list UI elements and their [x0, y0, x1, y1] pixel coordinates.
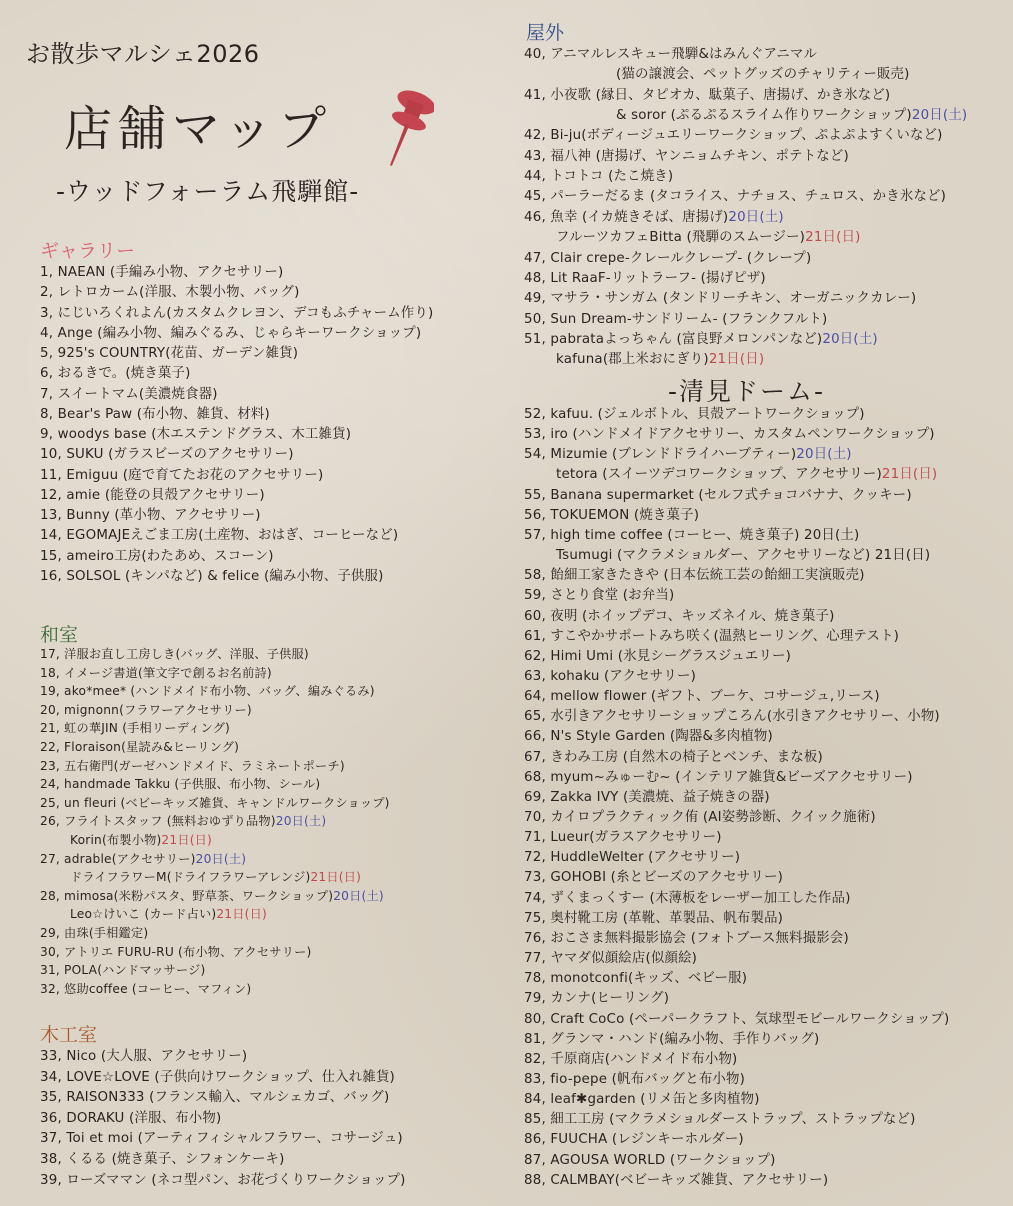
list-item: Korin(布製小物)21日(日) — [70, 833, 213, 847]
list-item: & soror (ぷるぷるスライム作りワークショップ)20日(土) — [616, 108, 968, 124]
date-saturday-badge: 20日(土) — [911, 108, 968, 124]
list-item: 63, kohaku (アクセサリー) — [524, 668, 696, 684]
list-item: 71, Lueur(ガラスアクセサリー) — [524, 830, 722, 846]
list-item: 12, amie (能登の貝殻アクセサリー) — [40, 487, 265, 503]
list-item: 81, グランマ・ハンド(編み小物、手作りバッグ) — [524, 1031, 820, 1047]
list-item: 62, Himi Umi (氷見シーグラスジュエリー) — [524, 648, 792, 664]
date-sunday-badge: 21日(日) — [708, 352, 765, 368]
list-item: 24, handmade Takku (子供服、布小物、シール) — [40, 777, 321, 792]
venue-name: -ウッドフォーラム飛騨館- — [56, 177, 360, 206]
list-item: フルーツカフェBitta (飛騨のスムージー)21日(日) — [556, 230, 861, 246]
list-item: 17, 洋服お直し工房しき(バッグ、洋服、子供服) — [40, 647, 309, 661]
list-item: 85, 細工工房 (マクラメショルダーストラップ、ストラップなど) — [524, 1112, 916, 1128]
list-item: 65, 水引きアクセサリーショップころん(水引きアクセサリー、小物) — [524, 709, 940, 725]
section-kiyomi-dome-title: -清見ドーム- — [668, 377, 826, 406]
list-item: 13, Bunny (革小物、アクセサリー) — [40, 508, 261, 523]
list-item: 69, Zakka IVY (美濃焼、益子焼きの器) — [524, 789, 770, 805]
list-item: 6, おるきで。(焼き菓子) — [40, 366, 191, 382]
date-saturday-badge: 20日(土) — [333, 888, 384, 903]
list-item: 42, Bi-ju(ボディージュエリーワークショップ、ぷよぷよすくいなど) — [524, 128, 943, 144]
list-item: 70, カイロプラクティック侑 (AI姿勢診断、クイック施術) — [524, 810, 876, 825]
list-item: 5, 925's COUNTRY(花苗、ガーデン雑貨) — [40, 346, 299, 361]
list-item: 46, 魚幸 (イカ焼きそば、唐揚げ)20日(土) — [524, 209, 784, 225]
list-item: 8, Bear's Paw (布小物、雑貨、材料) — [40, 406, 270, 422]
list-item: 50, Sun Dream-サンドリーム- (フランクフルト) — [524, 311, 828, 327]
list-item: 11, Emiguu (庭で育てたお花のアクセサリー) — [40, 467, 324, 483]
date-sunday-badge: 21日(日) — [310, 870, 362, 885]
section-gallery-title: ギャラリー — [40, 240, 136, 262]
map-title: 店舗マップ — [64, 101, 333, 157]
list-item: 47, Clair crepe-クレールクレープ- (クレープ) — [524, 250, 812, 266]
date-saturday-badge: 20日(土) — [728, 209, 784, 225]
list-item: 38, くるる (焼き菓子、シフォンケーキ) — [40, 1152, 285, 1167]
list-item: 37, Toi et moi (アーティフィシャルフラワー、コサージュ) — [40, 1131, 403, 1147]
date-saturday-badge: 20日(土) — [275, 814, 327, 829]
list-item: 55, Banana supermarket (セルフ式チョコバナナ、クッキー) — [524, 487, 912, 503]
list-item: 53, iro (ハンドメイドアクセサリー、カスタムペンワークショップ) — [524, 427, 935, 443]
list-item: 59, さとり食堂 (お弁当) — [524, 588, 675, 604]
list-item: 87, AGOUSA WORLD (ワークショップ) — [524, 1152, 776, 1168]
list-item: 30, アトリエ FURU-RU (布小物、アクセサリー) — [40, 944, 312, 959]
list-item: 16, SOLSOL (キンパなど) & felice (編み小物、子供服) — [40, 568, 384, 584]
list-item: 43, 福八神 (唐揚げ、ヤンニョムチキン、ポテトなど) — [524, 148, 849, 164]
list-item: 3, にじいろくれよん(カスタムクレヨン、デコもふチャーム作り) — [40, 305, 434, 321]
list-item: 44, トコトコ (たこ焼き) — [524, 169, 674, 185]
list-item: 39, ローズママン (ネコ型パン、お花づくりワークショップ) — [40, 1172, 406, 1188]
list-item: 20, mignonn(フラワーアクセサリー) — [40, 702, 252, 717]
list-item: 36, DORAKU (洋服、布小物) — [40, 1110, 222, 1126]
list-item: 31, POLA(ハンドマッサージ) — [40, 963, 206, 978]
list-item: 1, NAEAN (手編み小物、アクセサリー) — [40, 265, 284, 280]
list-item: 9, woodys base (木エステンドグラス、木工雑貨) — [40, 427, 352, 442]
list-item: 4, Ange (編み小物、編みぐるみ、じゃらキーワークショップ) — [40, 325, 422, 341]
list-item: 28, mimosa(米粉パスタ、野草茶、ワークショップ)20日(土) — [40, 888, 384, 903]
list-item: 48, Lit RaaF-リットラーフ- (揚げピザ) — [524, 270, 766, 286]
date-saturday-badge: 20日(土) — [822, 331, 878, 347]
list-item: 67, きわみ工房 (自然木の椅子とベンチ、まな板) — [524, 749, 823, 765]
section-mokkoshitsu-title: 木工室 — [40, 1024, 98, 1046]
date-sunday-badge: 21日(日) — [805, 230, 861, 246]
list-item: Tsumugi (マクラメショルダー、アクセサリーなど) 21日(日) — [556, 548, 931, 564]
list-item: 18, イメージ書道(筆文字で創るお名前詩) — [40, 665, 272, 680]
list-item: 84, leaf✱garden (リメ缶と多肉植物) — [524, 1092, 760, 1108]
list-item: 72, HuddleWelter (アクセサリー) — [524, 850, 741, 866]
list-item: 54, Mizumie (ブレンドドライハーブティー)20日(土) — [524, 447, 852, 463]
list-item: 23, 五右衛門(ガーゼハンドメイド、ラミネートポーチ) — [40, 758, 345, 773]
date-saturday-badge: 20日(土) — [195, 851, 247, 866]
list-item: 58, 飴細工家きたきや (日本伝統工芸の飴細工実演販売) — [524, 568, 865, 584]
list-item: 19, ako*mee* (ハンドメイド布小物、バッグ、編みぐるみ) — [40, 684, 375, 699]
list-item: 33, Nico (大人服、アクセサリー) — [40, 1049, 248, 1064]
list-item: 83, fio-pepe (帆布バッグと布小物) — [524, 1071, 746, 1087]
list-item: (猫の譲渡会、ペットグッズのチャリティー販売) — [616, 67, 910, 83]
list-item: 80, Craft CoCo (ペーパークラフト、気球型モビールワークショップ) — [524, 1011, 950, 1027]
date-sunday-badge: 21日(日) — [216, 907, 267, 922]
list-item: 25, un fleuri (ベビーキッズ雑貨、キャンドルワークショップ) — [40, 795, 390, 810]
list-item: 57, high time coffee (コーヒー、焼き菓子) 20日(土) — [524, 527, 860, 543]
list-item: 64, mellow flower (ギフト、ブーケ、コサージュ,リース) — [524, 689, 880, 705]
list-item: 26, フライトスタッフ (無料おゆずり品物)20日(土) — [40, 814, 327, 829]
list-item: 77, ヤマダ似顔絵店(似顔絵) — [524, 951, 698, 967]
list-item: 49, マサラ・サンガム (タンドリーチキン、オーガニックカレー) — [524, 291, 917, 307]
list-item: 22, Floraison(星読み&ヒーリング) — [40, 740, 240, 754]
list-item: 27, adrable(アクセサリー)20日(土) — [40, 851, 247, 866]
list-item: 7, スイートマム(美濃焼食器) — [40, 386, 218, 402]
list-item: kafuna(郡上米おにぎり)21日(日) — [556, 352, 765, 368]
list-item: 56, TOKUEMON (焼き菓子) — [524, 507, 700, 523]
list-item: 74, ずくまっくすー (木薄板をレーザー加工した作品) — [524, 890, 851, 906]
section-okugai-title: 屋外 — [526, 22, 565, 44]
list-item: 79, カンナ(ヒーリング) — [524, 991, 670, 1007]
list-item: 34, LOVE☆LOVE (子供向けワークショップ、仕入れ雑貨) — [40, 1069, 395, 1085]
push-pin-icon — [376, 82, 434, 174]
list-item: 73, GOHOBI (糸とビーズのアクセサリー) — [524, 870, 783, 886]
list-item: 76, おこさま無料撮影協会 (フォトブース無料撮影会) — [524, 930, 849, 946]
list-item: 88, CALMBAY(ベビーキッズ雑貨、アクセサリー) — [524, 1172, 829, 1188]
list-item: 86, FUUCHA (レジンキーホルダー) — [524, 1132, 744, 1148]
list-item: 78, monotconfi(キッズ、ベビー服) — [524, 971, 748, 987]
list-item: 60, 夜明 (ホイップデコ、キッズネイル、焼き菓子) — [524, 608, 835, 624]
list-item: 61, すこやかサポートみち咲く(温熱ヒーリング、心理テスト) — [524, 628, 900, 644]
list-item: 45, パーラーだるま (タコライス、ナチョス、チュロス、かき氷など) — [524, 189, 947, 205]
list-item: 15, ameiro工房(わたあめ、スコーン) — [40, 548, 274, 564]
list-item: 35, RAISON333 (フランス輸入、マルシェカゴ、バッグ) — [40, 1090, 390, 1106]
event-title: お散歩マルシェ2026 — [26, 40, 260, 68]
list-item: ドライフラワーM(ドライフラワーアレンジ)21日(日) — [70, 870, 362, 885]
list-item: 68, myum~みゅーむ~ (インテリア雑貨&ビーズアクセサリー) — [524, 769, 913, 785]
date-sunday-badge: 21日(日) — [881, 467, 938, 483]
date-sunday-badge: 21日(日) — [161, 833, 213, 847]
list-item: tetora (スイーツデコワークショップ、アクセサリー)21日(日) — [556, 467, 938, 483]
list-item: 21, 虹の華JIN (手相リーディング) — [40, 721, 230, 736]
list-item: 40, アニマルレスキュー飛騨&はみんぐアニマル — [524, 47, 818, 62]
list-item: 29, 由珠(手相鑑定) — [40, 926, 149, 940]
list-item: 75, 奥村靴工房 (革靴、革製品、帆布製品) — [524, 910, 784, 926]
list-item: 51, pabrataよっちゃん (富良野メロンパンなど)20日(土) — [524, 331, 878, 347]
list-item: 32, 悠助coffee (コーヒー、マフィン) — [40, 981, 252, 996]
list-item: 41, 小夜歌 (縁日、タピオカ、駄菓子、唐揚げ、かき氷など) — [524, 87, 891, 103]
list-item: Leo☆けいこ (カード占い)21日(日) — [70, 907, 267, 922]
list-item: 52, kafuu. (ジェルボトル、貝殻アートワークショップ) — [524, 407, 865, 422]
list-item: 66, N's Style Garden (陶器&多肉植物) — [524, 729, 773, 745]
section-washitsu-title: 和室 — [40, 624, 79, 646]
list-item: 10, SUKU (ガラスビーズのアクセサリー) — [40, 447, 294, 463]
list-item: 2, レトロカーム(洋服、木製小物、バッグ) — [40, 285, 300, 301]
date-saturday-badge: 20日(土) — [796, 447, 852, 463]
list-item: 82, 千原商店(ハンドメイド布小物) — [524, 1051, 738, 1067]
list-item: 14, EGOMAJEえごま工房(土産物、おはぎ、コーヒーなど) — [40, 528, 399, 544]
